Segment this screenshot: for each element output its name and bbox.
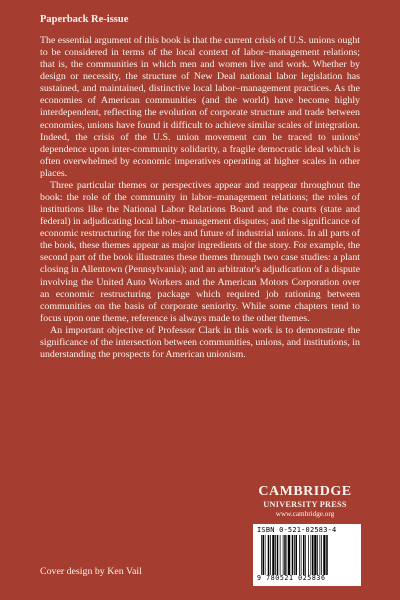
barcode-bar xyxy=(314,535,316,575)
barcode-bar xyxy=(283,535,284,575)
publisher-url: www.cambridge.org xyxy=(275,510,335,518)
blurb-paragraph-2: Three particular themes or perspectives appear and reappear throughout the book: the role of the community in labor–management relations; the roles of institutions like the National Labor Relations Board and the courts (state and federal) in adjudicating local labor–management disputes; and the significance of economic restructuring for the roles and future of industrial unions. In all parts of the book, these themes appear as major ingredients of the story. For example, the second part of the book illustrates these themes through two case studies: a plant closing in Allentown (Pennsylvania); and an arbitrator's adjudication of a dispute involving the United Auto Workers and the American Motors Corporation over an economic restructuring package which required job rationing between communities on the basis of corporate seniority. While some chapters tend to focus upon one theme, reference is always made to the other themes. xyxy=(40,179,360,324)
publisher-name: CAMBRIDGE xyxy=(258,484,352,499)
barcode-bar xyxy=(311,535,312,575)
barcode-bar xyxy=(301,535,302,575)
barcode-bar xyxy=(299,535,300,575)
barcode-bar xyxy=(288,535,290,575)
barcode-bar xyxy=(270,535,271,575)
blurb-paragraph-3: An important objective of Professor Clark in this work is to demonstrate the significance of the intersection between communities, unions, and institutions, in understanding the prospects for American unionism. xyxy=(40,324,360,361)
barcode-bar xyxy=(284,535,286,575)
barcode-bar xyxy=(294,535,295,575)
barcode-bar xyxy=(280,535,281,575)
barcode-bar xyxy=(320,535,321,575)
blurb-paragraph-1: The essential argument of this book is that the current crisis of U.S. unions ought to be considered in terms of the local context of labor–management relations; that is, the communities in which men and women live and work. Whether by design or necessity, the structure of New Deal national labor legislation has sustained, and maintained, distinctive local labor–management practices. As the economies of American communities (and the world) have become highly interdependent, reflecting the evolution of corporate structure and trade between economies, unions have found it difficult to achieve similar scales of integration. Indeed, the crisis of the U.S. union movement can be traced to unions' dependence upon inter-community solidarity, a fragile democratic ideal which is often overwhelmed by economic imperatives operating at higher scales in other places. xyxy=(40,35,360,179)
barcode-icon xyxy=(257,535,357,575)
publisher-press: UNIVERSITY PRESS xyxy=(263,500,347,509)
publisher-logo xyxy=(250,485,360,518)
cover-design-credit: Cover design by Ken Vail xyxy=(40,566,142,577)
barcode-bar xyxy=(268,535,270,575)
ean-number: 9 780521 025836 xyxy=(257,574,326,582)
barcode-bar xyxy=(312,535,314,575)
blurb-text xyxy=(40,35,360,361)
barcode-bar xyxy=(265,535,266,575)
barcode-bar xyxy=(303,535,305,575)
reissue-heading: Paperback Re-issue xyxy=(40,14,129,25)
barcode-bar xyxy=(272,535,274,575)
barcode-block xyxy=(253,524,361,586)
barcode-bar xyxy=(277,535,279,575)
barcode-bar xyxy=(263,535,265,575)
barcode-bar xyxy=(292,535,294,575)
barcode-bar xyxy=(305,535,306,575)
barcode-bar xyxy=(323,535,325,575)
barcode-bar xyxy=(326,535,328,575)
barcode-bar xyxy=(261,535,262,575)
barcode-bar xyxy=(275,535,276,575)
isbn-number: ISBN 0-521-02583-4 xyxy=(257,526,337,534)
barcode-bar xyxy=(317,535,318,575)
barcode-bar xyxy=(321,535,322,575)
barcode-bar xyxy=(296,535,298,575)
barcode-bar xyxy=(308,535,309,575)
barcode-bar xyxy=(287,535,288,575)
